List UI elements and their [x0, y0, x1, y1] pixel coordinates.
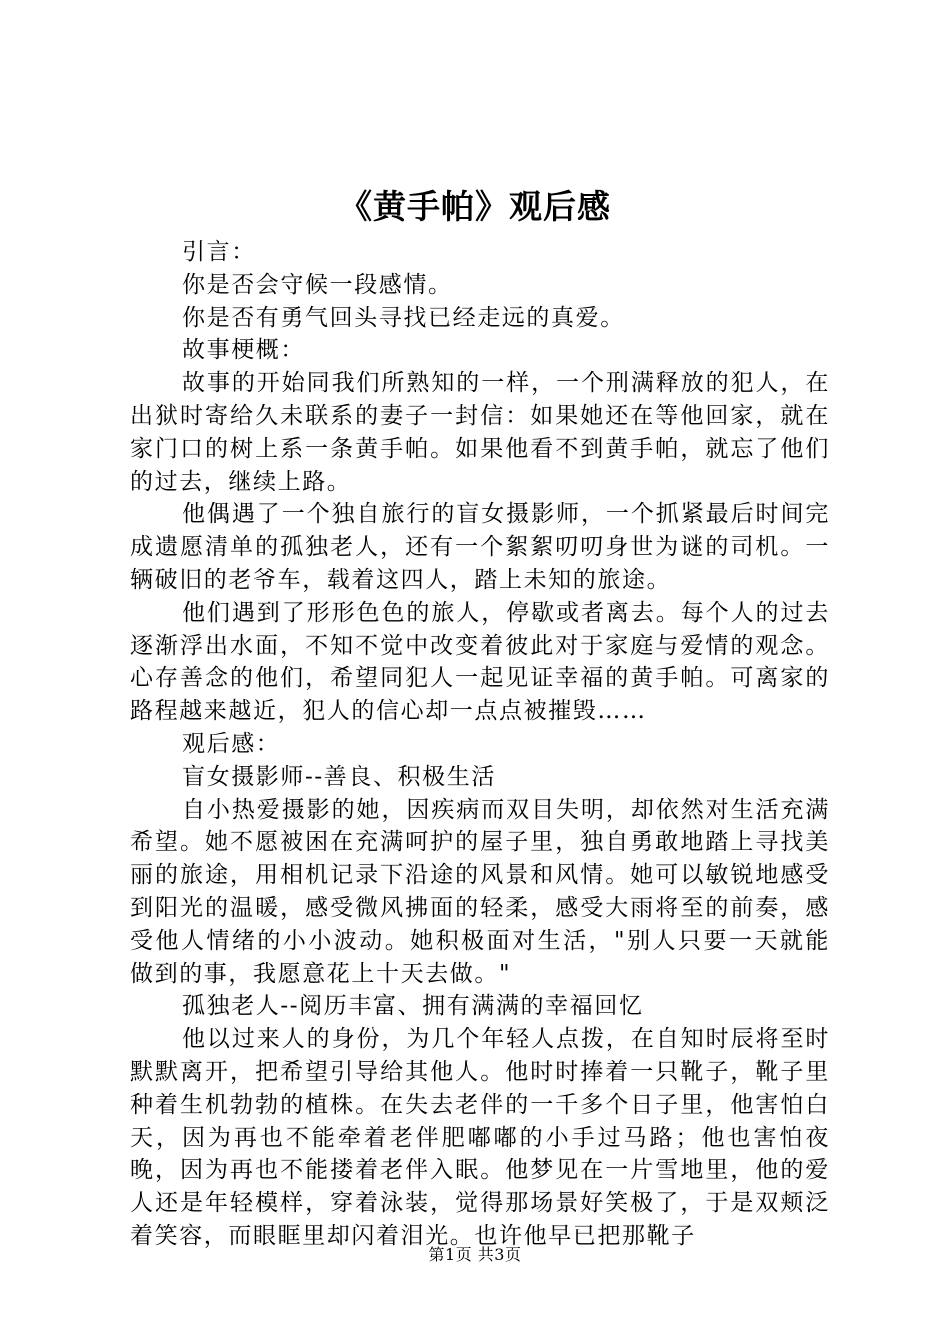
- paragraph-synopsis-3: 他们遇到了形形色色的旅人，停歇或者离去。每个人的过去逐渐浮出水面，不知不觉中改变着彼此对于家庭与爱情的观念。心存善念的他们，希望同犯人一起见证幸福的黄手帕。可离家的路程越来越近，犯人的信心却一点点被摧毁……: [130, 599, 830, 725]
- paragraph-old-man-body: 他以过来人的身份，为几个年轻人点拨，在自知时辰将至时默默离开，把希望引导给其他人。他时时捧着一只靴子，靴子里种着生机勃勃的植株。在失去老伴的一千多个日子里，他害怕白天，因为再也不能牵着老伴肥嘟嘟的小手过马路；他也害怕夜晚，因为再也不能搂着老伴入眠。他梦见在一片雪地里，他的爱人还是年轻模样，穿着泳装，觉得那场景好笑极了，于是双颊泛着笑容，而眼眶里却闪着泪光。也许他早已把那靴子: [130, 1026, 830, 1249]
- paragraph-synopsis-heading: 故事梗概：: [182, 337, 305, 364]
- page-footer: 第1页 共3页: [428, 1245, 522, 1264]
- paragraph-intro-line-1: 你是否会守候一段感情。: [182, 271, 453, 298]
- paragraph-photographer-heading: 盲女摄影师--善良、积极生活: [182, 763, 496, 790]
- paragraph-photographer-body: 自小热爱摄影的她，因疾病而双目失明，却依然对生活充满希望。她不愿被困在充满呵护的屋子里，独自勇敢地踏上寻找美丽的旅途，用相机记录下沿途的风景和风情。她可以敏锐地感受到阳光的温暖，感受微风拂面的轻柔，感受大雨将至的前奏，感受他人情绪的小小波动。她积极面对生活，"别人只要一天就能做到的事，我愿意花上十天去做。": [130, 796, 830, 987]
- document-title: 《黄手帕》观后感: [339, 187, 611, 226]
- paragraph-synopsis-2: 他偶遇了一个独自旅行的盲女摄影师，一个抓紧最后时间完成遗愿清单的孤独老人，还有一个絮絮叨叨身世为谜的司机。一辆破旧的老爷车，载着这四人，踏上未知的旅途。: [130, 501, 830, 593]
- paragraph-old-man-heading: 孤独老人--阅历丰富、拥有满满的幸福回忆: [182, 993, 644, 1020]
- paragraph-intro-heading: 引言：: [182, 239, 256, 265]
- paragraph-review-heading: 观后感：: [182, 730, 281, 757]
- paragraph-synopsis-1: 故事的开始同我们所熟知的一样，一个刑满释放的犯人，在出狱时寄给久未联系的妻子一封信：如果她还在等他回家，就在家门口的树上系一条黄手帕。如果他看不到黄手帕，就忘了他们的过去，继续上路。: [130, 370, 830, 495]
- paragraph-intro-line-2: 你是否有勇气回头寻找已经走远的真爱。: [182, 304, 625, 331]
- document-body: [130, 236, 830, 1253]
